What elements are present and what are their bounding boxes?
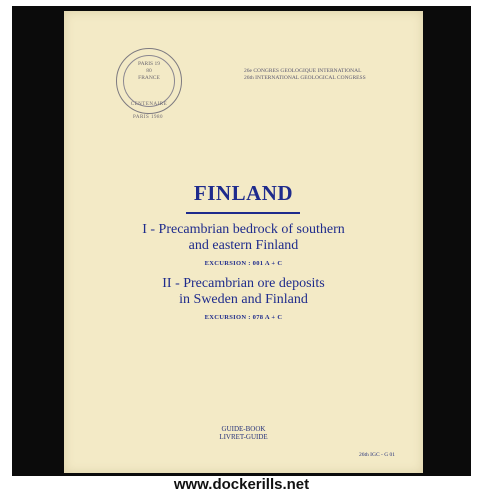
congress-header bbox=[244, 68, 404, 82]
part-two-line1: II - Precambrian ore deposits bbox=[162, 276, 325, 291]
book-cover bbox=[64, 11, 423, 473]
seal-bottom-text: CENTENAIRE bbox=[130, 102, 168, 107]
part-one-title bbox=[64, 222, 423, 254]
cover-title: FINLAND bbox=[193, 181, 294, 205]
excursion-two: EXCURSION : 078 A + C bbox=[204, 314, 283, 321]
guide-english: GUIDE-BOOK bbox=[221, 425, 266, 433]
paris-date: PARIS 1980 bbox=[133, 115, 163, 120]
publication-code: 26th IGC - G 01 bbox=[359, 452, 396, 458]
congress-french: 26e CONGRES GEOLOGIQUE INTERNATIONAL bbox=[244, 68, 362, 74]
website-footer: www.dockerills.net bbox=[173, 476, 310, 493]
congress-seal-icon bbox=[116, 48, 182, 114]
guide-french: LIVRET-GUIDE bbox=[219, 433, 268, 441]
part-one-line1: I - Precambrian bedrock of southern bbox=[142, 222, 345, 237]
seal-center-text: PARIS 19 80 FRANCE bbox=[138, 61, 160, 81]
guide-label bbox=[64, 425, 423, 441]
part-two-line2: in Sweden and Finland bbox=[179, 292, 308, 307]
part-one-line2: and eastern Finland bbox=[188, 238, 299, 253]
title-underline bbox=[186, 212, 300, 214]
part-two-title bbox=[64, 276, 423, 308]
excursion-one: EXCURSION : 001 A + C bbox=[204, 260, 283, 267]
congress-english: 26th INTERNATIONAL GEOLOGICAL CONGRESS bbox=[244, 75, 366, 81]
